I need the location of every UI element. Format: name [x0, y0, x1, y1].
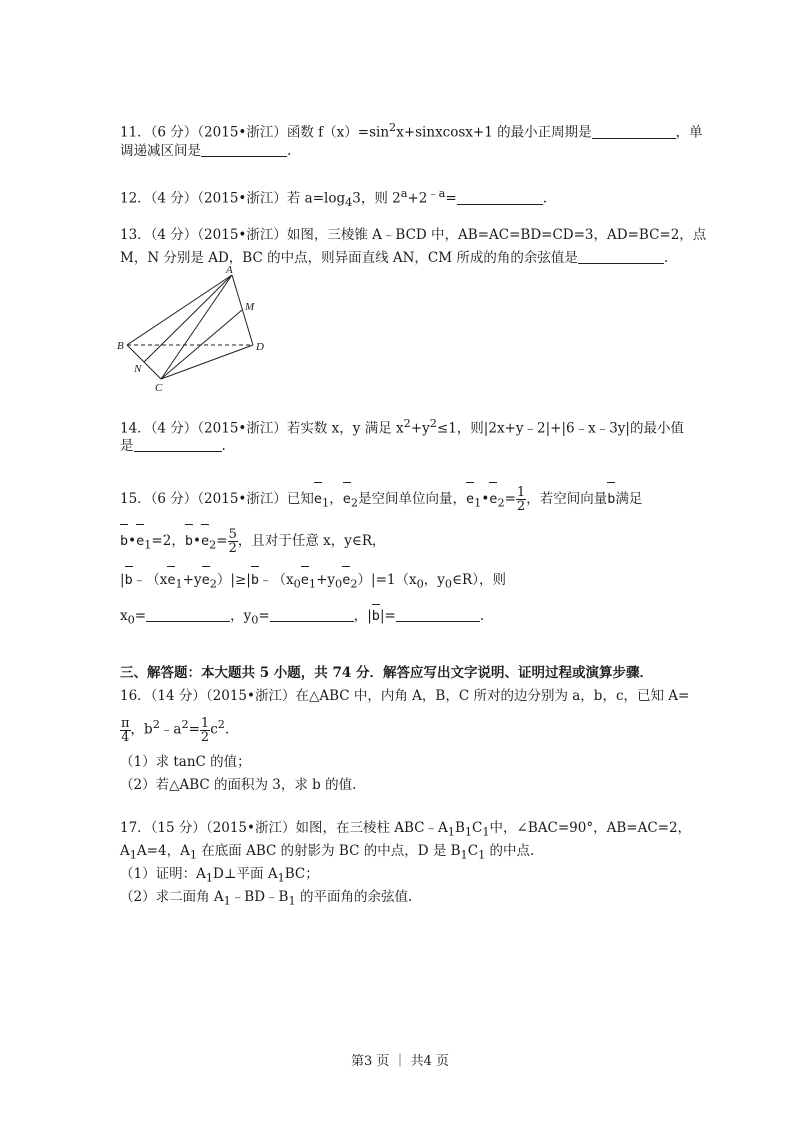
- question-15-line-3: $|b﹣(xe_1+ye_2)|\ge|b﹣(x_0e_1+y_0e_2)|=1(x_0$，$y_0\in R$），则: [120, 568, 506, 597]
- section-3-heading: 三、解答题：本大题共 5 小题，共 74 分．解答应写出文字说明、证明过程或演算步骤．: [120, 665, 653, 681]
- fraction-one-half: $\frac{1}{2}$: [516, 485, 526, 514]
- answer-blank[interactable]: [146, 607, 230, 622]
- fraction-pi-over-4: $\frac{\pi}{4}$: [121, 715, 130, 745]
- vector-e: e: [466, 484, 474, 514]
- tetrahedron-figure: [115, 263, 275, 393]
- point-label-m: M: [245, 301, 255, 313]
- answer-blank[interactable]: [592, 124, 676, 139]
- question-15-line-4: $x_0=$ ，$y_0=$ ，|b|= .: [120, 608, 485, 627]
- answer-blank[interactable]: [134, 437, 222, 452]
- question-13-line-2: M，N 分别是 AD，BC 的中点，则异面直线 AN，CM 所成的角的余弦值是 .: [120, 250, 669, 266]
- question-14-line-2: 是 .: [120, 438, 226, 454]
- question-16-line-2: $\frac{\pi}{4}$ ，$b^2﹣a^2=$ $\frac{1}{2}$ $c^2$.: [121, 715, 230, 745]
- answer-blank[interactable]: [270, 607, 354, 622]
- vector-b: b: [607, 484, 615, 514]
- vector-e: e: [343, 484, 351, 514]
- question-16-part-2: （2）若△ABC 的面积为 3，求 b 的值.: [120, 777, 357, 793]
- question-15-line-1: 15．（6 分）（2015•浙江）已知$e_1$，$e_2$是空间单位向量，$e_1•e_2=$ $\frac{1}{2}$ ，若空间向量b满足: [120, 485, 643, 514]
- vector-b: b: [125, 568, 133, 592]
- question-17-line-1: 17．（15 分）（2015•浙江）如图，在三棱柱 $ABC﹣A_1B_1C_1$中，∠BAC=90°，AB=AC=2，: [120, 820, 692, 839]
- segment-an: [144, 275, 232, 362]
- vector-e: e: [167, 568, 175, 592]
- question-11-line-1: 11．（6 分）（2015•浙江）函数 $f(x)=\sin^2x+sinxcosx+1$ 的最小正周期是 ，单: [120, 121, 703, 141]
- vertex-label-d: D: [256, 341, 264, 353]
- answer-blank[interactable]: [396, 607, 480, 622]
- vector-b: b: [251, 568, 259, 592]
- question-16-line-1: 16．（14 分）（2015•浙江）在△ABC 中，内角 A，B，C 所对的边分别为 a，b，c，已知 A=: [120, 688, 690, 704]
- vector-e: e: [314, 484, 322, 514]
- question-12: 12．（4 分）（2015•浙江）若 $a=\log_43$，则 $2^a+2^{﹣a}=$ .: [120, 187, 547, 210]
- vector-b: b: [185, 526, 193, 556]
- vector-e: e: [201, 526, 209, 556]
- question-11-line-2: 调递减区间是 .: [120, 143, 292, 159]
- vector-e: e: [301, 568, 309, 592]
- vector-e: e: [342, 568, 350, 592]
- edge-cd: [161, 345, 253, 379]
- answer-blank[interactable]: [457, 190, 543, 205]
- vector-e: e: [489, 484, 497, 514]
- fraction-five-halves: $\frac{5}{2}$: [228, 527, 237, 556]
- vector-e: e: [202, 568, 210, 592]
- vertex-label-a: A: [226, 264, 233, 276]
- answer-blank[interactable]: [201, 142, 287, 157]
- question-16-part-1: （1）求 tanC 的值；: [120, 754, 251, 770]
- edge-ab: [127, 275, 232, 345]
- page-footer: 第3 页 ｜ 共4 页: [350, 1054, 450, 1069]
- point-label-n: N: [134, 363, 142, 375]
- question-17-part-2: （2）求二面角 $A_1﹣BD﹣B_1$ 的平面角的余弦值.: [120, 889, 413, 908]
- vertex-label-c: C: [155, 382, 163, 393]
- vector-b: b: [371, 608, 380, 624]
- question-17-line-2: $A_1A=4$，$A_1$ 在底面 ABC 的射影为 BC 的中点，D 是 $B_1C_1$ 的中点.: [120, 843, 535, 862]
- answer-blank[interactable]: [578, 249, 664, 264]
- vector-e: e: [136, 526, 144, 556]
- question-17-part-1: （1）证明：$A_1D\perp$平面 $A_1BC$；: [120, 866, 319, 885]
- question-15-line-2: $b•e_1=2$，$b•e_2=$ $\frac{5}{2}$ ，且对于任意 x，y∈R，: [120, 527, 386, 556]
- vector-b: b: [120, 526, 128, 556]
- question-13-line-1: 13．（4 分）（2015•浙江）如图，三棱锥 A﹣BCD 中，AB=AC=BD=CD=3，AD=BC=2，点: [120, 227, 707, 243]
- question-14-line-1: 14．（4 分）（2015•浙江）若实数 x，y 满足 $x^2+y^2\le 1$，则|2x+y﹣2|+|6﹣x﹣3y|的最小值: [120, 417, 684, 437]
- vertex-label-b: B: [117, 340, 124, 352]
- fraction-one-half: $\frac{1}{2}$: [200, 715, 210, 745]
